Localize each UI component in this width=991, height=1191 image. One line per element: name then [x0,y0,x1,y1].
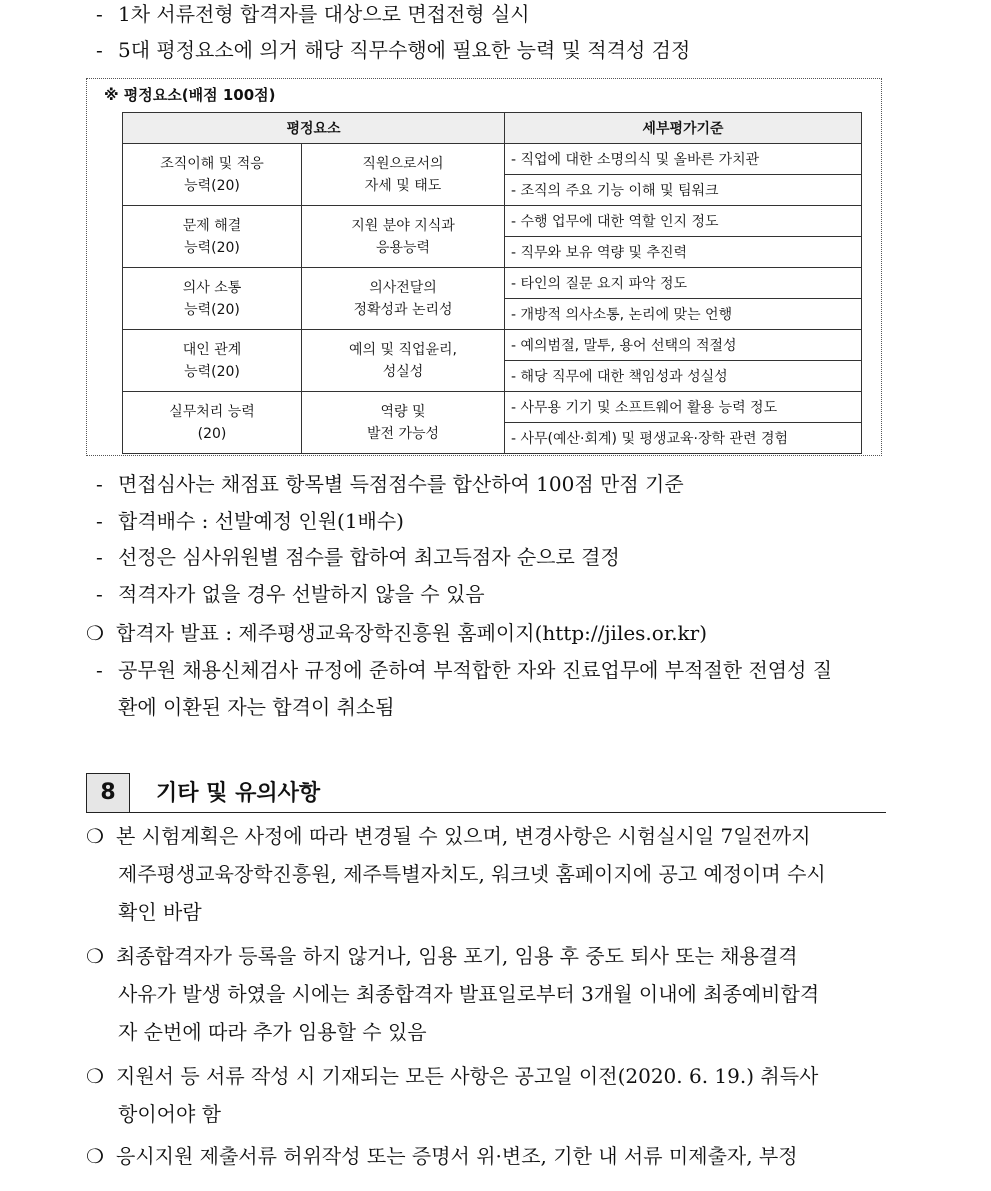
circle-bullet-icon: ❍ [86,824,104,848]
criteria-aspect: 역량 및 발전 가능성 [302,392,505,454]
dash-marker: - [96,658,103,682]
dash-marker: - [96,472,103,496]
dash-marker: - [96,38,103,62]
table-row [123,268,862,299]
criteria-aspect: 의사전달의 정확성과 논리성 [302,268,505,330]
section-title: 기타 및 유의사항 [156,781,321,806]
health-note: - 공무원 채용신체검사 규정에 준하여 부적합한 자와 진료업무에 부적절한 전염성 질 [96,658,833,682]
criteria-category: 조직이해 및 적응 능력(20) [123,144,302,206]
criteria-aspect: 직원으로서의 자세 및 태도 [302,144,505,206]
table-row [123,144,862,175]
criteria-title: ※ 평정요소(배점 100점) [104,86,276,104]
section-divider [86,812,886,813]
bullet-item: - 5대 평정요소에 의거 해당 직무수행에 필요한 능력 및 적격성 검정 [96,38,691,62]
criteria-detail: - 예의범절, 말투, 용어 선택의 적절성 [505,330,862,361]
bullet-item: - 1차 서류전형 합격자를 대상으로 면접전형 실시 [96,2,530,26]
criteria-detail: - 해당 직무에 대한 책임성과 성실성 [505,361,862,392]
note-line: 사유가 발생 하였을 시에는 최종합격자 발표일로부터 3개월 이내에 최종예비합격 [118,982,820,1006]
note-line: 제주평생교육장학진흥원, 제주특별자치도, 워크넷 홈페이지에 공고 예정이며 수시 [118,862,826,886]
criteria-aspect: 예의 및 직업윤리, 성실성 [302,330,505,392]
bullet-item: - 면접심사는 채점표 항목별 득점점수를 합산하여 100점 만점 기준 [96,472,684,496]
note-item: ❍ 지원서 등 서류 작성 시 기재되는 모든 사항은 공고일 이전(2020. 6. 19.) 취득사 [86,1064,819,1088]
note-line: 자 순번에 따라 추가 임용할 수 있음 [118,1020,427,1044]
criteria-detail: - 타인의 질문 요지 파악 정도 [505,268,862,299]
table-header-row [123,113,862,144]
table-row [123,206,862,237]
header-element: 평정요소 [123,113,505,144]
circle-bullet-icon: ❍ [86,1064,104,1088]
dash-marker: - [96,2,103,26]
header-detail: 세부평가기준 [505,113,862,144]
criteria-detail: - 사무용 기기 및 소프트웨어 활용 능력 정도 [505,392,862,423]
criteria-table [122,112,862,454]
note-item: ❍ 최종합격자가 등록을 하지 않거나, 임용 포기, 임용 후 중도 퇴사 또는 채용결격 [86,944,798,968]
criteria-detail: - 수행 업무에 대한 역할 인지 정도 [505,206,862,237]
circle-bullet-icon: ❍ [86,1144,104,1168]
criteria-detail: - 조직의 주요 기능 이해 및 팀워크 [505,175,862,206]
criteria-category: 대인 관계 능력(20) [123,330,302,392]
health-note-continued: 환에 이환된 자는 합격이 취소됨 [118,695,395,719]
note-item: ❍ 응시지원 제출서류 허위작성 또는 증명서 위·변조, 기한 내 서류 미제출자, 부정 [86,1144,798,1168]
note-line: 항이어야 함 [118,1102,221,1126]
circle-bullet-icon: ❍ [86,944,104,968]
dash-marker: - [96,545,103,569]
criteria-category: 문제 해결 능력(20) [123,206,302,268]
circle-bullet-icon: ❍ [86,621,104,645]
table-row [123,330,862,361]
criteria-category: 실무처리 능력 (20) [123,392,302,454]
criteria-detail: - 직업에 대한 소명의식 및 올바른 가치관 [505,144,862,175]
dash-marker: - [96,582,103,606]
note-line: 확인 바람 [118,900,202,924]
criteria-detail: - 개방적 의사소통, 논리에 맞는 언행 [505,299,862,330]
announcement-item: ❍ 합격자 발표 : 제주평생교육장학진흥원 홈페이지(http://jiles.or.kr) [86,621,708,645]
note-item: ❍ 본 시험계획은 사정에 따라 변경될 수 있으며, 변경사항은 시험실시일 7일전까지 [86,824,811,848]
bullet-item: - 선정은 심사위원별 점수를 합하여 최고득점자 순으로 결정 [96,545,620,569]
criteria-category: 의사 소통 능력(20) [123,268,302,330]
dash-marker: - [96,509,103,533]
table-row [123,392,862,423]
bullet-item: - 합격배수 : 선발예정 인원(1배수) [96,509,404,533]
bullet-item: - 적격자가 없을 경우 선발하지 않을 수 있음 [96,582,485,606]
section-number: 8 [86,773,130,813]
criteria-aspect: 지원 분야 지식과 응용능력 [302,206,505,268]
criteria-detail: - 직무와 보유 역량 및 추진력 [505,237,862,268]
criteria-detail: - 사무(예산·회계) 및 평생교육·장학 관련 경험 [505,423,862,454]
